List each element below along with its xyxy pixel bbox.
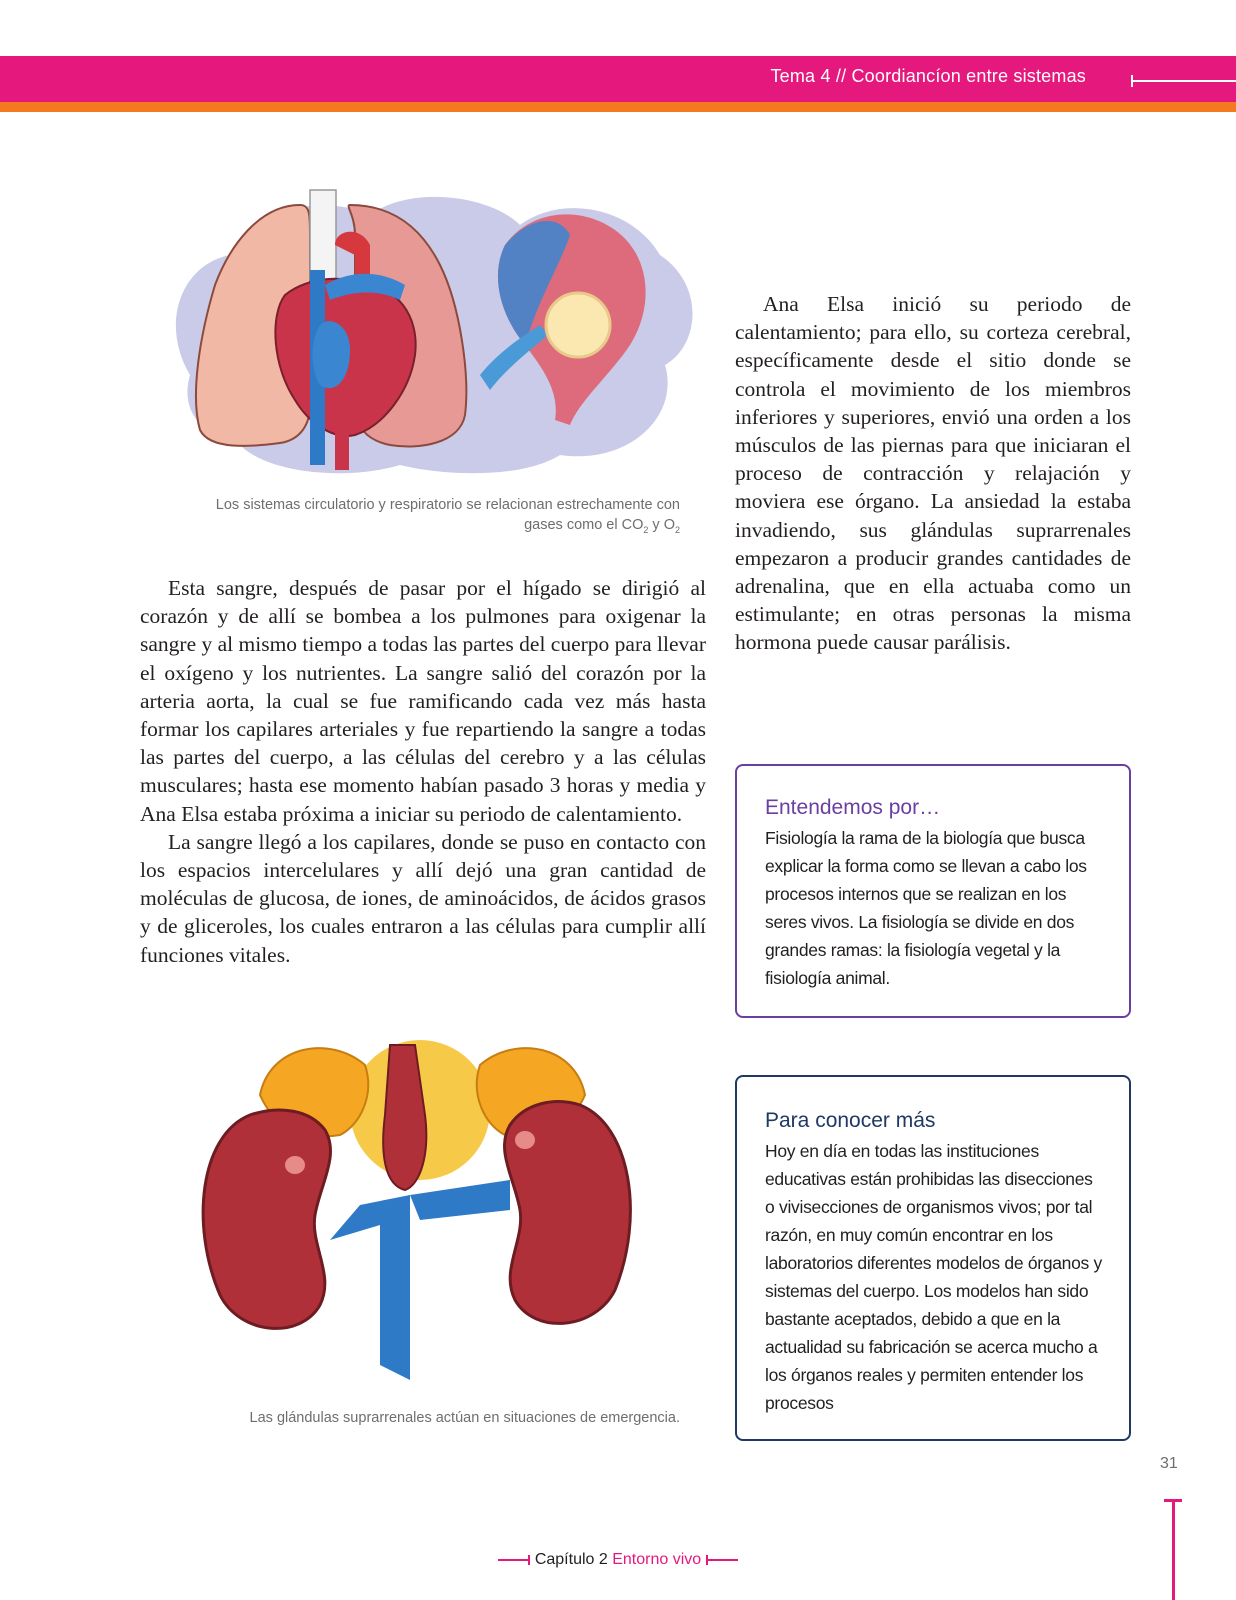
definition-box-title: Entendemos por… xyxy=(765,796,941,819)
caption-text: y O xyxy=(648,517,675,533)
left-kidney xyxy=(203,1110,330,1328)
caption-subscript: 2 xyxy=(674,524,680,535)
definition-box xyxy=(735,764,1131,1018)
left-kidney-highlight xyxy=(285,1156,305,1174)
paragraph: Esta sangre, después de pasar por el hígado se dirigió al corazón y de allí se bombea a los pulmones para oxigenar la sangre y al mismo tiempo a todas las partes del cuerpo para llevar el oxígeno y los nutrientes. La sangre salió del corazón por la arteria aorta, la cual se fue ramificando cada vez más hasta formar los capilares arteriales y fue repartiendo la sangre a todas las partes del cuerpo, a las células del cerebro y a las células musculares; hasta ese momento habían pasado 3 horas y media y Ana Elsa estaba próxima a iniciar su periodo de calentamiento. xyxy=(140,576,706,826)
caption-text: gases como el CO xyxy=(524,517,644,533)
header-accent-stripe xyxy=(0,102,1236,112)
learn-more-box xyxy=(735,1075,1131,1441)
right-kidney-highlight xyxy=(515,1131,535,1149)
learn-more-box-title: Para conocer más xyxy=(765,1109,936,1132)
definition-box-text: Fisiología la rama de la biología que busca explicar la forma como se llevan a cabo los procesos internos que se realizan en los seres vivos. La fisiología se divide en dos grandes ramas: la fisiología vegetal y la fisiología animal. xyxy=(765,828,1087,988)
page-footer xyxy=(0,1551,1236,1569)
caption-subscript: 2 xyxy=(643,524,649,535)
alveolus-sac xyxy=(546,293,610,357)
vena-cava xyxy=(330,1195,410,1380)
footer-line-right xyxy=(708,1559,738,1561)
footer-tick-left xyxy=(528,1555,530,1565)
paragraph: La sangre llegó a los capilares, donde se puso en contacto con los espacios intercelulares y allí dejó una gran cantidad de moléculas de glucosa, de iones, de aminoácidos, de ácidos grasos y de gliceroles, los cuales entraron a las células para cumplir allí funciones vitales. xyxy=(140,829,706,967)
footer-line-left xyxy=(498,1559,528,1561)
page-number: 31 xyxy=(1160,1455,1178,1472)
side-rule xyxy=(1172,1500,1175,1600)
header-rule-tick xyxy=(1131,75,1133,87)
left-column-text xyxy=(140,574,706,969)
chapter-topic-title: Tema 4 // Coordiancíon entre sistemas xyxy=(770,66,1086,86)
kidneys-adrenal-illustration xyxy=(180,1025,650,1390)
header-rule xyxy=(1131,80,1236,82)
heart-lungs-illustration xyxy=(160,175,700,485)
figure1-caption-line2 xyxy=(150,515,680,540)
figure2-caption: Las glándulas suprarrenales actúan en situaciones de emergencia. xyxy=(249,1410,680,1426)
learn-more-box-text: Hoy en día en todas las instituciones educativas están prohibidas las disecciones o vivisecciones de organismos vivos; por tal razón, en muy común encontrar en los laboratorios diferentes modelos de órganos y sistemas del cuerpo. Los modelos han sido bastante aceptados, debido a que en la actualidad su fabricación se acerca mucho a los órganos reales y permiten entender los procesos xyxy=(765,1141,1103,1413)
renal-vein-right xyxy=(410,1180,510,1220)
descending-aorta xyxy=(335,415,349,470)
footer-chapter-title: Entorno vivo xyxy=(612,1551,702,1568)
figure1-caption-line1: Los sistemas circulatorio y respiratorio se relacionan estrechamente con xyxy=(215,497,680,513)
figure1-caption xyxy=(150,495,680,540)
paragraph: Ana Elsa inició su periodo de calentamiento; para ello, su corteza cerebral, específicamente desde el sitio donde se controla el movimiento de los miembros inferiores y superiores, envió una orden a los músculos de las piernas para que iniciaran el proceso de contracción y relajación y moviera ese órgano. La ansiedad la estaba invadiendo, sus glándulas suprarrenales empezaron a producir grandes cantidades de adrenalina, que en ella actuaba como un estimulante; en otras personas la misma hormona puede causar parálisis. xyxy=(735,292,1131,655)
right-column-text xyxy=(735,290,1131,657)
trachea xyxy=(310,190,336,280)
footer-chapter: Capítulo 2 xyxy=(534,1551,608,1568)
